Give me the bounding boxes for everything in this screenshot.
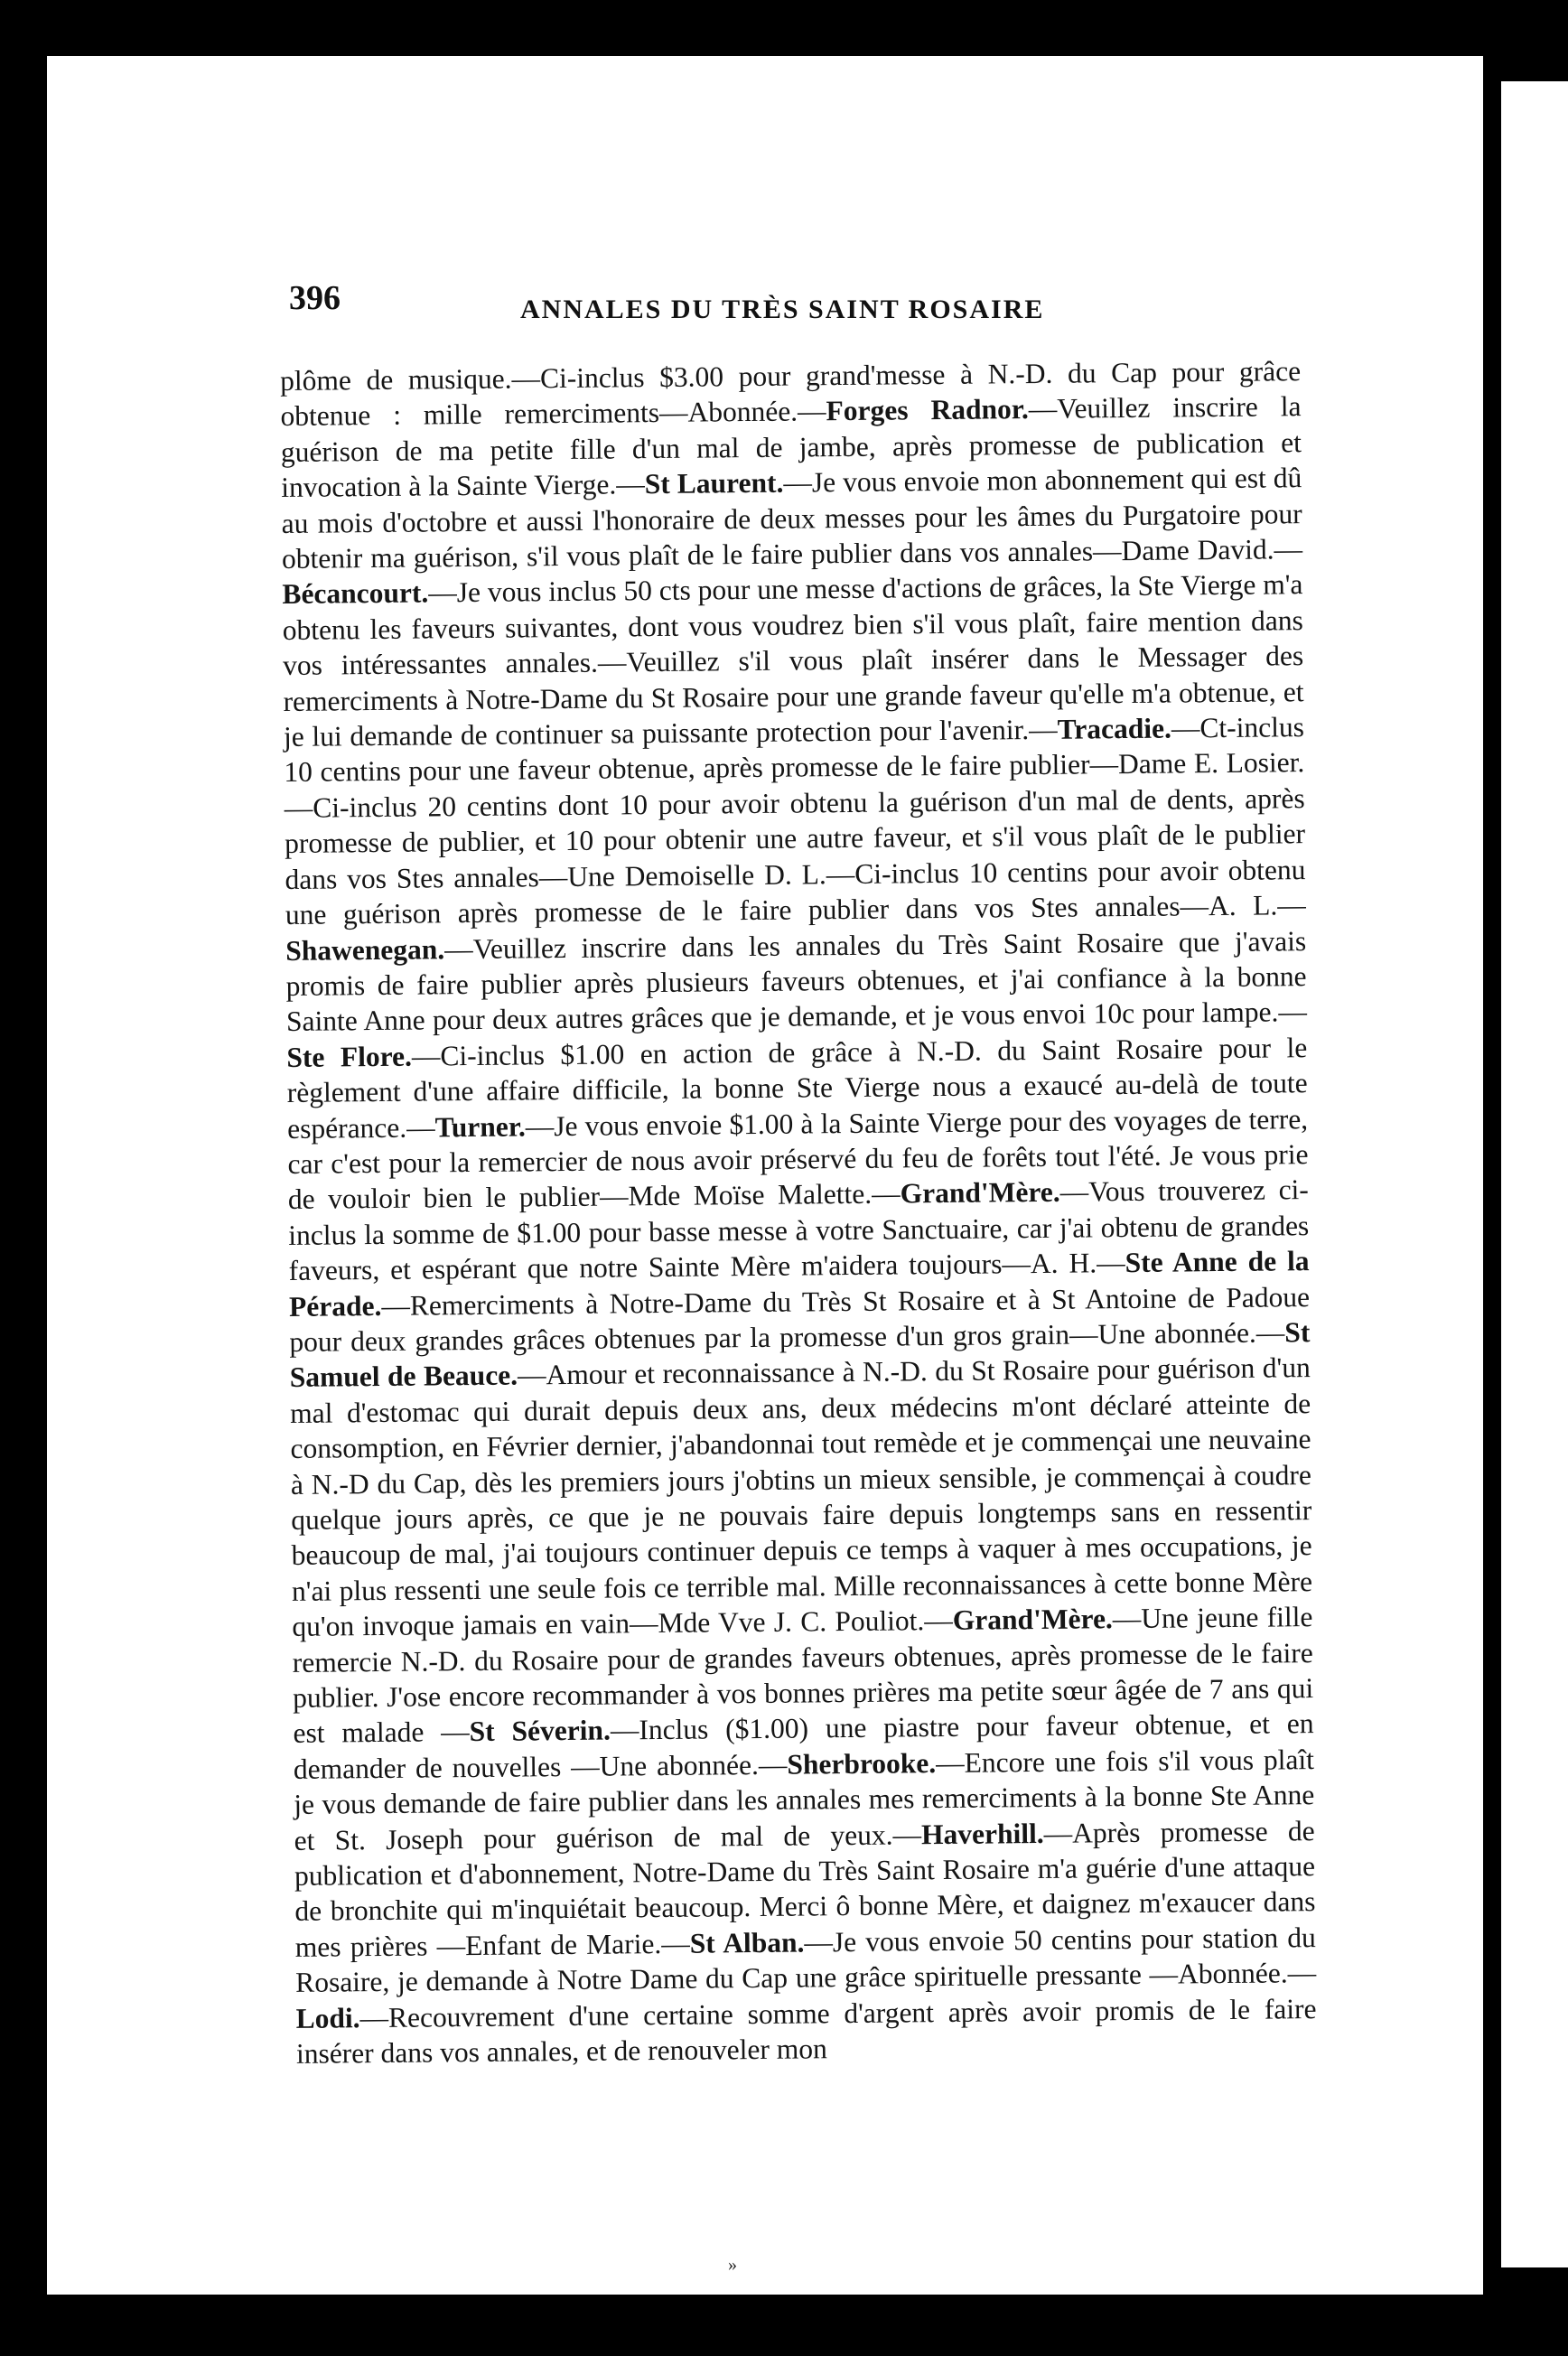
body-text	[280, 353, 1317, 2071]
place-name: St Séverin.	[469, 1714, 611, 1748]
place-name: Haverhill.	[920, 1817, 1044, 1850]
text-run: —Recouvrement d'une certaine somme d'argent après avoir promis de le faire insérer dans vos annales, et de renouveler mon	[295, 1992, 1317, 2071]
place-name: Bécancourt.	[282, 576, 429, 611]
text-run: —Inclus ($1.00) une piastre pour faveur obtenue, et en demander de nouvelles —Une abonnée.—	[293, 1707, 1314, 1785]
text-run: —Ci-inclus $1.00 en action de grâce à N.-D. du Saint Rosaire pour le règlement d'une affaire difficile, la bonne Ste Vierge nous a exaucé au-delà de toute espérance.—	[286, 1031, 1308, 1145]
text-run: —Je vous envoie $1.00 à la Sainte Vierge pour des voyages de terre, car c'est pour la remercier de nous avoir préservé du feu de forêts tout l'été. Je vous prie de vouloir bien le publier—Mde Moïse Malette.—	[287, 1102, 1309, 1216]
text-run: —Je vous envoie mon abonnement qui est dû au mois d'octobre et aussi l'honoraire de deux messes pour les âmes du Purgatoire pour obtenir ma guérison, s'il vous plaît de le faire publier dans vos annales—Dame David.—	[281, 462, 1303, 575]
place-name: St Alban.	[689, 1926, 805, 1959]
text-run: —Je vous inclus 50 cts pour une messe d'actions de grâces, la Ste Vierge m'a obtenu les faveurs suivantes, dont vous voudrez bien s'il vous plaît, faire mention dans vos intéressantes annales.—Veuillez s'il vous plaît insérer dans le Messager des remerciments à Notre-Dame du St Rosaire pour une grande faveur qu'elle m'a obtenue, et je lui demande de continuer sa puissante protection pour l'avenir.—	[282, 568, 1304, 753]
place-name: Ste Anne de la Pérade.	[288, 1245, 1310, 1323]
place-name: Tracadie.	[1057, 712, 1172, 745]
text-run: —Encore une fois s'il vous plaît je vous demande de faire publier dans les annales mes remerciments à la bonne Ste Anne et St. Joseph pour guérison de mal de yeux.—	[294, 1743, 1315, 1856]
place-name: St Laurent.	[644, 466, 784, 500]
text-run: —Amour et reconnaissance à N.-D. du St Rosaire pour guérison d'un mal d'estomac qui durait depuis deux ans, deux médecins m'ont déclaré atteinte de consomption, en Février dernier, j'abandonnai tout remède et je commençai une neuvaine à N.-D du Cap, dès les premiers jours j'obtins un mieux sensible, je commençai à coudre quelque jours après, ce que je ne pouvais faire depuis longtemps sans en ressentir beaucoup de mal, j'ai toujours continuer depuis ce temps à vaquer à mes occupations, je n'ai plus ressenti une seule fois ce terrible mal. Mille reconnaissances à cette bonne Mère qu'on invoque jamais en vain—Mde Vve J. C. Pouliot.—	[289, 1351, 1313, 1643]
text-run: —Ct-inclus 10 centins pour une faveur obtenue, après promesse de le faire publier—Dame E. Losier.—Ci-inclus 20 centins dont 10 pour avoir obtenu la guérison d'un mal de dents, après promesse de publier, et 10 pour obtenir une autre faveur, et s'il vous plaît de le publier dans vos Stes annales—Une Demoiselle D. L.—Ci-inclus 10 centins pour avoir obtenu une guérison après promesse de le faire publier dans vos Stes annales—A. L.—	[284, 711, 1306, 931]
text-run: —Remerciments à Notre-Dame du Très St Rosaire et à St Antoine de Padoue pour deux grandes grâces obtenues par la promesse d'un gros grain—Une abonnée.—	[289, 1280, 1311, 1358]
folio-mark: »	[728, 2255, 737, 2275]
place-name: Grand'Mère.	[952, 1603, 1114, 1637]
text-run: —Une jeune fille remercie N.-D. du Rosaire pour de grandes faveurs obtenues, après promesse de le faire publier. J'ose encore recommander à vos bonnes prières ma petite sœur âgée de 7 ans qui est malade —	[292, 1601, 1314, 1750]
text-run: —Je vous envoie 50 centins pour station du Rosaire, je demande à Notre Dame du Cap une grâce spirituelle pressante —Abonnée.—	[295, 1921, 1317, 1999]
text-run: —Veuillez inscrire la guérison de ma petite fille d'un mal de jambe, après promesse de publication et invocation à la Sainte Vierge.—	[280, 390, 1302, 504]
place-name: Turner.	[434, 1109, 526, 1143]
place-name: Ste Flore.	[286, 1040, 413, 1073]
page-number: 396	[289, 279, 341, 317]
page-header	[233, 264, 1299, 331]
adjacent-page-edge	[1501, 81, 1568, 2267]
text-run: —Vous trouverez ci-inclus la somme de $1.00 pour basse messe à votre Sanctuaire, car j'ai obtenu de grandes faveurs, et espérant que notre Sainte Mère m'aidera toujours—A. H.—	[288, 1173, 1310, 1287]
running-title: ANNALES DU TRÈS SAINT ROSAIRE	[520, 294, 1045, 324]
place-name: Grand'Mère.	[900, 1176, 1060, 1210]
text-run: —Veuillez inscrire dans les annales du Très Saint Rosaire que j'avais promis de faire publier après plusieurs faveurs obtenues, et j'ai confiance à la bonne Sainte Anne pour deux autres grâces que je demande, et je vous envoi 10c pour lampe.—	[285, 924, 1308, 1038]
text-run: plôme de musique.—Ci-inclus $3.00 pour grand'messe à N.-D. du Cap pour grâce obtenue : mille remerciments—Abonnée.—	[280, 355, 1302, 433]
place-name: Lodi.	[295, 2001, 360, 2034]
place-name: Sherbrooke.	[787, 1746, 937, 1781]
place-name: St Samuel de Beauce.	[289, 1316, 1311, 1394]
body-paragraph	[280, 353, 1317, 2071]
place-name: Shawenegan.	[285, 932, 445, 967]
place-name: Forges Radnor.	[826, 393, 1029, 427]
text-run: —Après promesse de publication et d'abonnement, Notre-Dame du Très Saint Rosaire m'a guérie d'une attaque de bronchite qui m'inquiétait beaucoup. Merci ô bonne Mère, et daignez m'exaucer dans mes prières —Enfant de Marie.—	[294, 1814, 1316, 1963]
